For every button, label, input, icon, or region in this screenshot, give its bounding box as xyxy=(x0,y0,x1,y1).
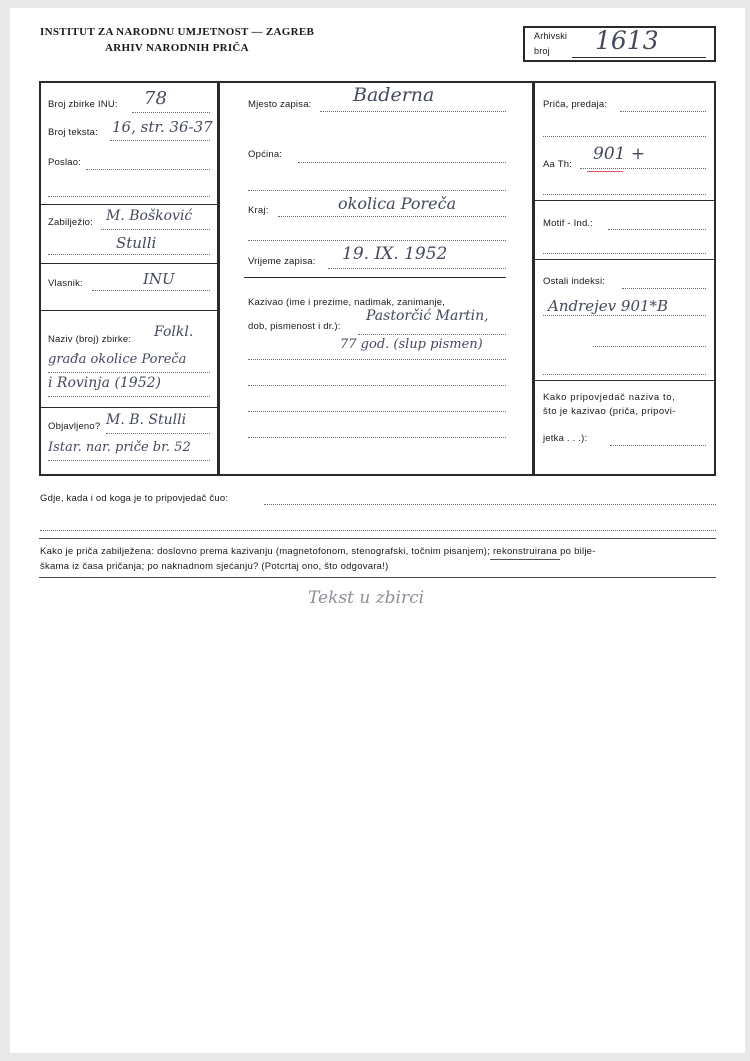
zabiljezio-line-1 xyxy=(101,229,210,230)
archive-number-rule xyxy=(572,57,706,58)
kako-line xyxy=(610,445,706,446)
broj-teksta-value: 16, str. 36-37 xyxy=(112,118,213,136)
zabiljezio-value-1: M. Bošković xyxy=(106,208,193,224)
naziv-value-3: i Rovinja (1952) xyxy=(48,375,161,391)
gdje-line-2 xyxy=(40,530,716,531)
left-separator-2 xyxy=(41,263,220,264)
kako-zabiljezena-line-2: škama iz časa pričanja; po naknadnom sjećanju? (Potcrtaj ono, što odgovara!) xyxy=(40,561,389,572)
kako-label-1: Kako pripovjedač naziva to, xyxy=(543,392,676,403)
prica-label: Priča, predaja: xyxy=(543,99,608,110)
kazivao-label-2: dob, pismenost i dr.): xyxy=(248,321,341,332)
ostali-label: Ostali indeksi: xyxy=(543,276,606,287)
objavljeno-line-2 xyxy=(48,460,210,461)
poslao-line-2 xyxy=(48,196,210,197)
ostali-line-3 xyxy=(593,346,706,347)
poslao-line-1 xyxy=(86,169,210,170)
motif-line xyxy=(608,229,706,230)
kazivao-line-1 xyxy=(358,334,506,335)
mjesto-label: Mjesto zapisa: xyxy=(248,99,312,110)
zabiljezio-line-2 xyxy=(48,254,210,255)
bottom-separator xyxy=(39,538,716,539)
naziv-value-2: građa okolice Poreča xyxy=(48,352,187,367)
naziv-label: Naziv (broj) zbirke: xyxy=(48,334,132,345)
kraj-line-2 xyxy=(248,240,506,241)
ostali-line xyxy=(622,288,706,289)
kako-label-3: jetka . . .): xyxy=(543,433,588,444)
vlasnik-label: Vlasnik: xyxy=(48,278,83,289)
kraj-label: Kraj: xyxy=(248,205,269,216)
tekst-u-zbirci-note: Tekst u zbirci xyxy=(308,588,425,608)
objavljeno-line-1 xyxy=(106,433,210,434)
mjesto-line xyxy=(320,111,506,112)
objavljeno-label: Objavljeno? xyxy=(48,421,101,432)
zabiljezio-value-2: Stulli xyxy=(116,234,157,252)
institute-title: INSTITUT ZA NARODNU UMJETNOST — ZAGREB xyxy=(40,26,315,38)
opcina-line-2 xyxy=(248,190,506,191)
archive-number-label-2: broj xyxy=(534,46,550,56)
aath-line-2 xyxy=(543,194,706,195)
broj-zbirke-value: 78 xyxy=(144,88,167,109)
tocnim-pisanjem-underline xyxy=(490,559,560,560)
naziv-value-1: Folkl. xyxy=(154,324,194,340)
middle-separator xyxy=(244,277,506,278)
opcina-label: Općina: xyxy=(248,149,283,160)
vrijeme-line xyxy=(328,268,506,269)
poslao-label: Poslao: xyxy=(48,157,82,168)
bottom-separator-2 xyxy=(39,577,716,578)
mjesto-value: Baderna xyxy=(353,84,435,106)
kazivao-value-1: Pastorčić Martin, xyxy=(366,308,489,324)
kazivao-value-2: 77 god. (slup pismen) xyxy=(340,337,483,352)
prica-line-2 xyxy=(543,136,706,137)
broj-zbirke-line xyxy=(132,112,210,113)
broj-zbirke-label: Broj zbirke INU: xyxy=(48,99,118,110)
right-separator-1 xyxy=(535,200,714,201)
archive-title: ARHIV NARODNIH PRIČA xyxy=(105,42,249,54)
archive-number-value: 1613 xyxy=(595,26,659,55)
naziv-line-2 xyxy=(48,396,210,397)
broj-teksta-label: Broj teksta: xyxy=(48,127,98,138)
objavljeno-value-2: Istar. nar. priče br. 52 xyxy=(48,440,191,455)
aath-label: Aa Th: xyxy=(543,159,573,170)
ostali-value: Andrejev 901*B xyxy=(548,297,669,315)
aath-line xyxy=(580,168,706,169)
objavljeno-value-1: M. B. Stulli xyxy=(106,412,187,428)
kazivao-label-1: Kazivao (ime i prezime, nadimak, zanimanje, xyxy=(248,297,446,308)
left-separator-3 xyxy=(41,310,220,311)
left-separator-4 xyxy=(41,407,220,408)
left-separator-1 xyxy=(41,204,220,205)
vrijeme-value: 19. IX. 1952 xyxy=(342,244,448,264)
archive-card xyxy=(10,8,745,1053)
gdje-line-1 xyxy=(264,504,716,505)
vlasnik-line xyxy=(92,290,210,291)
naziv-line-1 xyxy=(48,372,210,373)
kako-zabiljezena-line-1: Kako je priča zabilježena: doslovno prema kazivanju (magnetofonom, stenografski, točnim pisanjem); rekonstruirana po bilje- xyxy=(40,546,596,557)
vrijeme-label: Vrijeme zapisa: xyxy=(248,256,316,267)
kazivao-line-4 xyxy=(248,411,506,412)
right-separator-2 xyxy=(535,259,714,260)
ostali-line-4 xyxy=(543,374,706,375)
broj-teksta-line xyxy=(110,140,210,141)
ostali-line-2 xyxy=(543,315,706,316)
prica-line xyxy=(620,111,706,112)
kako-label-2: što je kazivao (priča, pripovi- xyxy=(543,406,676,417)
zabiljezio-label: Zabilježio: xyxy=(48,217,93,228)
gdje-label: Gdje, kada i od koga je to pripovjedač čuo: xyxy=(40,493,229,504)
vlasnik-value: INU xyxy=(143,270,175,288)
kazivao-line-3 xyxy=(248,385,506,386)
kraj-line xyxy=(278,216,506,217)
aath-value: 901 + xyxy=(593,144,646,164)
kraj-value: okolica Poreča xyxy=(338,194,457,213)
motif-label: Motif - Ind.: xyxy=(543,218,594,229)
aath-red-underline xyxy=(587,171,623,172)
kazivao-line-5 xyxy=(248,437,506,438)
motif-line-2 xyxy=(543,253,706,254)
right-separator-3 xyxy=(535,380,714,381)
kazivao-line-2 xyxy=(248,359,506,360)
opcina-line xyxy=(298,162,506,163)
archive-number-label-1: Arhivski xyxy=(534,31,568,41)
